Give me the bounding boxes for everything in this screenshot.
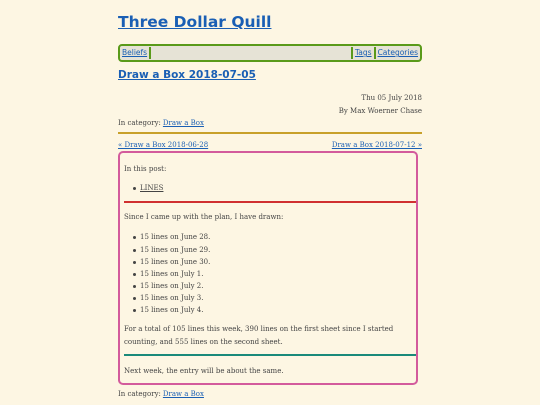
nav-separator <box>149 47 151 59</box>
list-item: 15 lines on June 29. <box>140 246 211 254</box>
list-item: 15 lines on July 2. <box>140 282 204 290</box>
summary-text-line1: For a total of 105 lines this week, 390 lines on the first sheet since I started <box>124 325 394 333</box>
nav-link-categories[interactable]: Categories <box>377 48 418 57</box>
header-divider <box>118 132 422 134</box>
nav-bar <box>118 44 422 62</box>
post-category-top <box>118 119 204 127</box>
post-title-link[interactable]: Draw a Box 2018-07-05 <box>118 69 256 81</box>
category-label: In category: <box>118 390 161 398</box>
list-item: 15 lines on July 4. <box>140 306 204 314</box>
nav-link-tags[interactable]: Tags <box>354 48 372 57</box>
next-post-link[interactable]: Draw a Box 2018-07-12 » <box>331 141 422 149</box>
category-link[interactable]: Draw a Box <box>162 119 204 127</box>
prev-post-link[interactable]: « Draw a Box 2018-06-28 <box>118 141 209 149</box>
post-date: Thu 05 July 2018 <box>361 94 422 102</box>
nav-link-beliefs[interactable]: Beliefs <box>122 48 148 57</box>
category-link[interactable]: Draw a Box <box>162 390 204 398</box>
closing-text: Next week, the entry will be about the same. <box>124 367 284 375</box>
list-item: 15 lines on June 28. <box>140 233 211 241</box>
intro-text: Since I came up with the plan, I have drawn: <box>124 213 284 221</box>
toc-label: In this post: <box>124 165 167 173</box>
list-item: 15 lines on July 1. <box>140 270 204 278</box>
toc-item-lines[interactable]: LINES <box>140 184 164 192</box>
section-divider-red <box>124 201 416 203</box>
list-item: 15 lines on July 3. <box>140 294 204 302</box>
post-author: By Max Woerner Chase <box>338 107 422 115</box>
list-item: 15 lines on June 30. <box>140 258 211 266</box>
summary-text-line2: counting, and 555 lines on the second sheet. <box>124 338 283 346</box>
site-title-link[interactable]: Three Dollar Quill <box>118 13 272 31</box>
post-category-bottom <box>118 390 204 398</box>
post-content-box <box>118 151 418 385</box>
section-divider-teal <box>124 354 416 356</box>
category-label: In category: <box>118 119 161 127</box>
